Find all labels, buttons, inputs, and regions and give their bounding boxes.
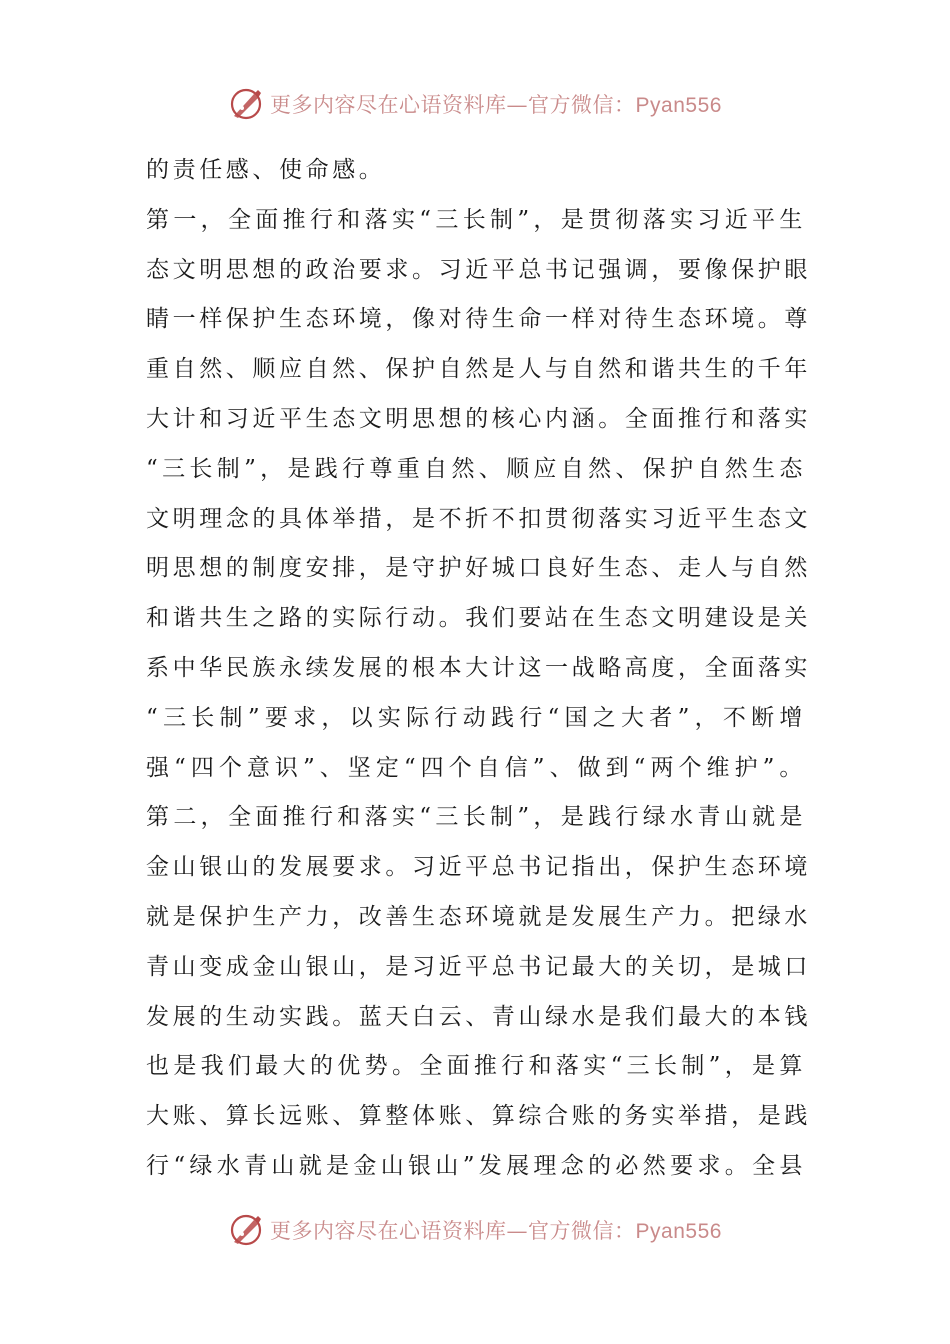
watermark-wechat-id: Pyan556 [635,1220,722,1243]
text-line: 大计和习近平生态文明思想的核心内涵。全面推行和落实 [146,405,811,432]
pen-logo-icon [228,1212,264,1248]
text-line: 和谐共生之路的实际行动。我们要站在生态文明建设是关 [146,605,811,632]
watermark-dash: — [506,93,529,117]
text-line: 也是我们最大的优势。全面推行和落实“三长制”，是算 [146,1053,806,1080]
text-line: “三长制”要求，以实际行动践行“国之大者”，不断增 [146,704,806,731]
text-line: “三长制”，是践行尊重自然、顺应自然、保护自然生态 [146,455,806,482]
watermark-wechat-label: 官方微信： [528,93,636,117]
text-line: 的责任感、使命感。 [146,157,386,183]
text-line: 明思想的制度安排，是守护好城口良好生态、走人与自然 [146,555,811,582]
watermark-wechat-id: Pyan556 [635,94,722,117]
text-line: 系中华民族永续发展的根本大计这一战略高度，全面落实 [146,654,811,681]
watermark-banner-top [0,84,950,124]
watermark-text [270,89,722,119]
watermark-site-text: 更多内容尽在心语资料库 [270,93,507,117]
watermark-site-text: 更多内容尽在心语资料库 [270,1219,507,1243]
text-line: 态文明思想的政治要求。习近平总书记强调，要像保护眼 [146,256,811,283]
text-line: 文明理念的具体举措，是不折不扣贯彻落实习近平生态文 [146,505,811,532]
text-line: 行“绿水青山就是金山银山”发展理念的必然要求。全县 [146,1152,806,1179]
text-line: 睛一样保护生态环境，像对待生命一样对待生态环境。尊 [146,306,811,333]
text-line: 发展的生动实践。蓝天白云、青山绿水是我们最大的本钱 [146,1003,811,1030]
text-line: 大账、算长远账、算整体账、算综合账的务实举措，是践 [146,1103,811,1130]
pen-logo-icon [228,86,264,122]
watermark-text [270,1215,722,1245]
text-line: 强“四个意识”、坚定“四个自信”、做到“两个维护”。 [146,754,806,781]
text-line: 第二，全面推行和落实“三长制”，是践行绿水青山就是 [146,804,806,831]
text-line: 重自然、顺应自然、保护自然是人与自然和谐共生的千年 [146,356,811,383]
document-body [146,146,811,1192]
text-line: 金山银山的发展要求。习近平总书记指出，保护生态环境 [146,854,811,881]
text-line: 青山变成金山银山，是习近平总书记最大的关切，是城口 [146,953,811,980]
text-line: 就是保护生产力，改善生态环境就是发展生产力。把绿水 [146,903,811,930]
text-line: 第一，全面推行和落实“三长制”，是贯彻落实习近平生 [146,206,806,233]
watermark-wechat-label: 官方微信： [528,1219,636,1243]
watermark-dash: — [506,1219,529,1243]
watermark-banner-bottom [0,1210,950,1250]
